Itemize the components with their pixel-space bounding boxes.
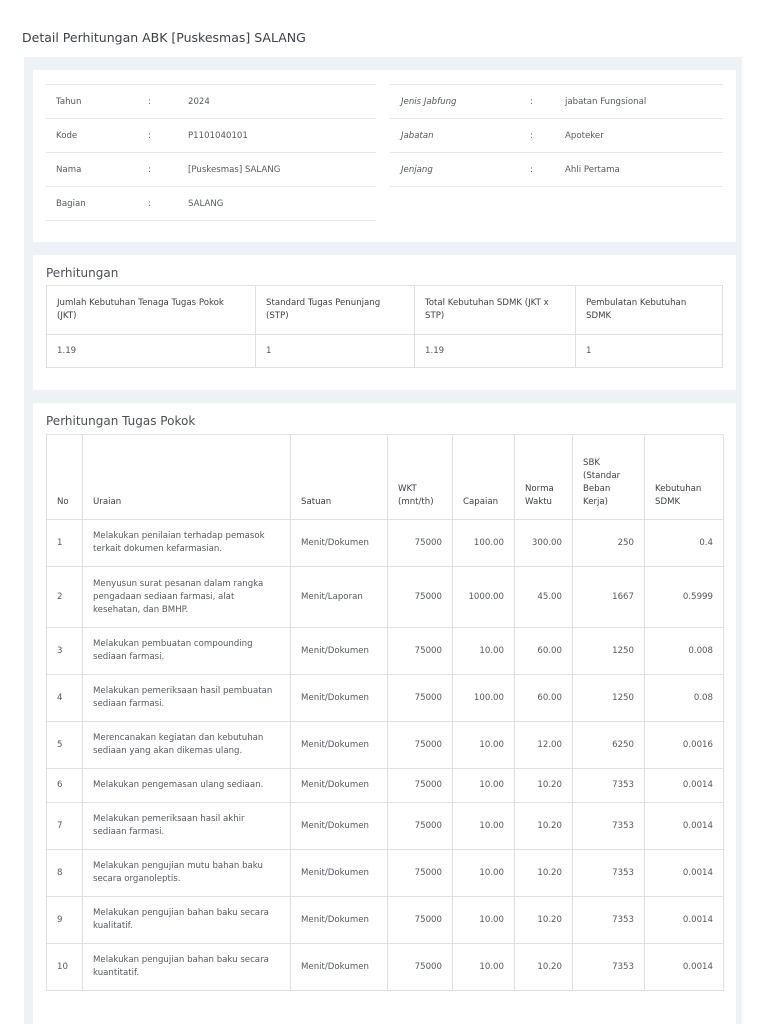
tugas-pokok-table [46,434,724,991]
table-cell: 1 [256,335,415,368]
table-cell: Merencanakan kegiatan dan kebutuhan sediaan yang akan dikemas ulang. [83,722,291,769]
table-cell: Melakukan pembuatan compounding sediaan farmasi. [83,628,291,675]
table-cell: Menit/Laporan [291,567,388,628]
table-cell: 10.00 [453,944,515,991]
table-cell: 0.0014 [645,803,724,850]
info-row-tahun [46,84,376,119]
perhitungan-title: Perhitungan [46,266,119,280]
info-label: Jabatan [401,131,434,141]
column-header: Kebutuhan SDMK [645,435,724,520]
table-cell: 1 [576,335,723,368]
table-cell: 10.00 [453,897,515,944]
table-row [47,520,724,567]
table-cell: 6250 [573,722,645,769]
info-separator: : [148,131,151,141]
table-cell: 7 [47,803,83,850]
table-row [47,675,724,722]
table-cell: 7353 [573,897,645,944]
table-cell: Melakukan penilaian terhadap pemasok terkait dokumen kefarmasian. [83,520,291,567]
table-cell: 1000.00 [453,567,515,628]
table-cell: 6 [47,769,83,803]
table-cell: 1.19 [47,335,256,368]
table-cell: 10.00 [453,628,515,675]
info-separator: : [148,97,151,107]
column-header: SBK (Standar Beban Kerja) [573,435,645,520]
table-cell: 300.00 [515,520,573,567]
table-cell: Menit/Dokumen [291,675,388,722]
table-cell: 10 [47,944,83,991]
table-cell: 75000 [388,944,453,991]
table-cell: 10.20 [515,803,573,850]
table-cell: 0.0014 [645,944,724,991]
table-cell: 7353 [573,944,645,991]
info-divider [46,220,376,221]
table-cell: Melakukan pengujian bahan baku secara kualitatif. [83,897,291,944]
table-cell: 60.00 [515,675,573,722]
table-cell: 9 [47,897,83,944]
table-cell: Menit/Dokumen [291,722,388,769]
tugas-pokok-card [33,403,736,1024]
table-cell: 0.0016 [645,722,724,769]
table-row [47,944,724,991]
table-cell: 3 [47,628,83,675]
table-cell: 10.20 [515,769,573,803]
info-value: SALANG [188,199,224,209]
info-row-bagian [46,186,376,221]
table-cell: Menit/Dokumen [291,944,388,991]
table-cell: 2 [47,567,83,628]
info-value: Ahli Pertama [565,165,620,175]
info-label: Jenjang [401,165,433,175]
table-cell: Menit/Dokumen [291,520,388,567]
table-cell: 5 [47,722,83,769]
table-cell: 10.00 [453,769,515,803]
table-cell: 1.19 [415,335,576,368]
column-header: Satuan [291,435,388,520]
column-header: Jumlah Kebutuhan Tenaga Tugas Pokok (JKT) [47,286,256,335]
table-cell: Menit/Dokumen [291,803,388,850]
table-cell: 1250 [573,628,645,675]
info-row-jabatan [390,118,723,153]
table-cell: 10.20 [515,850,573,897]
table-cell: 7353 [573,850,645,897]
info-row-kode [46,118,376,153]
info-label: Bagian [56,199,86,209]
table-cell: 10.20 [515,944,573,991]
table-cell: Menit/Dokumen [291,628,388,675]
table-row [47,335,723,368]
table-cell: 0.08 [645,675,724,722]
table-cell: 100.00 [453,520,515,567]
info-row-jenjang [390,152,723,187]
table-cell: 75000 [388,567,453,628]
info-value: jabatan Fungsional [565,97,647,107]
table-cell: 12.00 [515,722,573,769]
info-separator: : [530,131,533,141]
info-row-jenis-jabfung [390,84,723,119]
table-cell: 75000 [388,675,453,722]
table-cell: Melakukan pemeriksaan hasil pembuatan sediaan farmasi. [83,675,291,722]
perhitungan-card [33,255,736,390]
info-card [33,70,736,242]
table-cell: 75000 [388,897,453,944]
tugas-pokok-title: Perhitungan Tugas Pokok [46,414,196,428]
perhitungan-table [46,285,723,368]
table-cell: 10.00 [453,722,515,769]
table-cell: 8 [47,850,83,897]
table-cell: 75000 [388,850,453,897]
table-cell: 0.0014 [645,850,724,897]
table-cell: 100.00 [453,675,515,722]
table-cell: Melakukan pengemasan ulang sediaan. [83,769,291,803]
column-header: Capaian [453,435,515,520]
column-header: WKT (mnt/th) [388,435,453,520]
table-cell: 10.00 [453,803,515,850]
info-value: P1101040101 [188,131,248,141]
table-cell: 75000 [388,628,453,675]
column-header: No [47,435,83,520]
info-separator: : [148,165,151,175]
table-cell: 7353 [573,769,645,803]
table-cell: Menit/Dokumen [291,850,388,897]
table-cell: 60.00 [515,628,573,675]
column-header: Standard Tugas Penunjang (STP) [256,286,415,335]
table-row [47,567,724,628]
table-cell: 45.00 [515,567,573,628]
table-header-row [47,286,723,335]
table-cell: 0.5999 [645,567,724,628]
table-cell: 250 [573,520,645,567]
column-header: Pembulatan Kebutuhan SDMK [576,286,723,335]
page-title: Detail Perhitungan ABK [Puskesmas] SALANG [22,30,306,45]
table-row [47,722,724,769]
info-row-nama [46,152,376,187]
table-cell: 1 [47,520,83,567]
column-header: Uraian [83,435,291,520]
table-cell: Melakukan pemeriksaan hasil akhir sediaan farmasi. [83,803,291,850]
table-cell: Menit/Dokumen [291,897,388,944]
table-header-row [47,435,724,520]
table-row [47,850,724,897]
table-cell: Melakukan pengujian bahan baku secara kuantitatif. [83,944,291,991]
table-row [47,628,724,675]
info-value: 2024 [188,97,210,107]
table-row [47,803,724,850]
info-separator: : [148,199,151,209]
table-cell: 7353 [573,803,645,850]
table-cell: 75000 [388,722,453,769]
info-separator: : [530,165,533,175]
info-separator: : [530,97,533,107]
table-cell: Melakukan pengujian mutu bahan baku secara organoleptis. [83,850,291,897]
table-cell: 4 [47,675,83,722]
table-cell: 1667 [573,567,645,628]
table-row [47,897,724,944]
table-cell: 75000 [388,803,453,850]
table-cell: 0.4 [645,520,724,567]
table-cell: 75000 [388,520,453,567]
table-cell: 75000 [388,769,453,803]
table-cell: 0.0014 [645,769,724,803]
info-label: Jenis Jabfung [401,97,457,107]
info-label: Kode [56,131,78,141]
table-cell: 10.00 [453,850,515,897]
table-cell: 1250 [573,675,645,722]
info-label: Tahun [56,97,82,107]
column-header: Norma Waktu [515,435,573,520]
table-cell: 10.20 [515,897,573,944]
info-value: [Puskesmas] SALANG [188,165,281,175]
table-cell: 0.0014 [645,897,724,944]
info-value: Apoteker [565,131,604,141]
table-row [47,769,724,803]
table-cell: 0.008 [645,628,724,675]
table-cell: Menyusun surat pesanan dalam rangka pengadaan sediaan farmasi, alat kesehatan, dan BMHP. [83,567,291,628]
column-header: Total Kebutuhan SDMK (JKT x STP) [415,286,576,335]
table-cell: Menit/Dokumen [291,769,388,803]
info-label: Nama [56,165,82,175]
